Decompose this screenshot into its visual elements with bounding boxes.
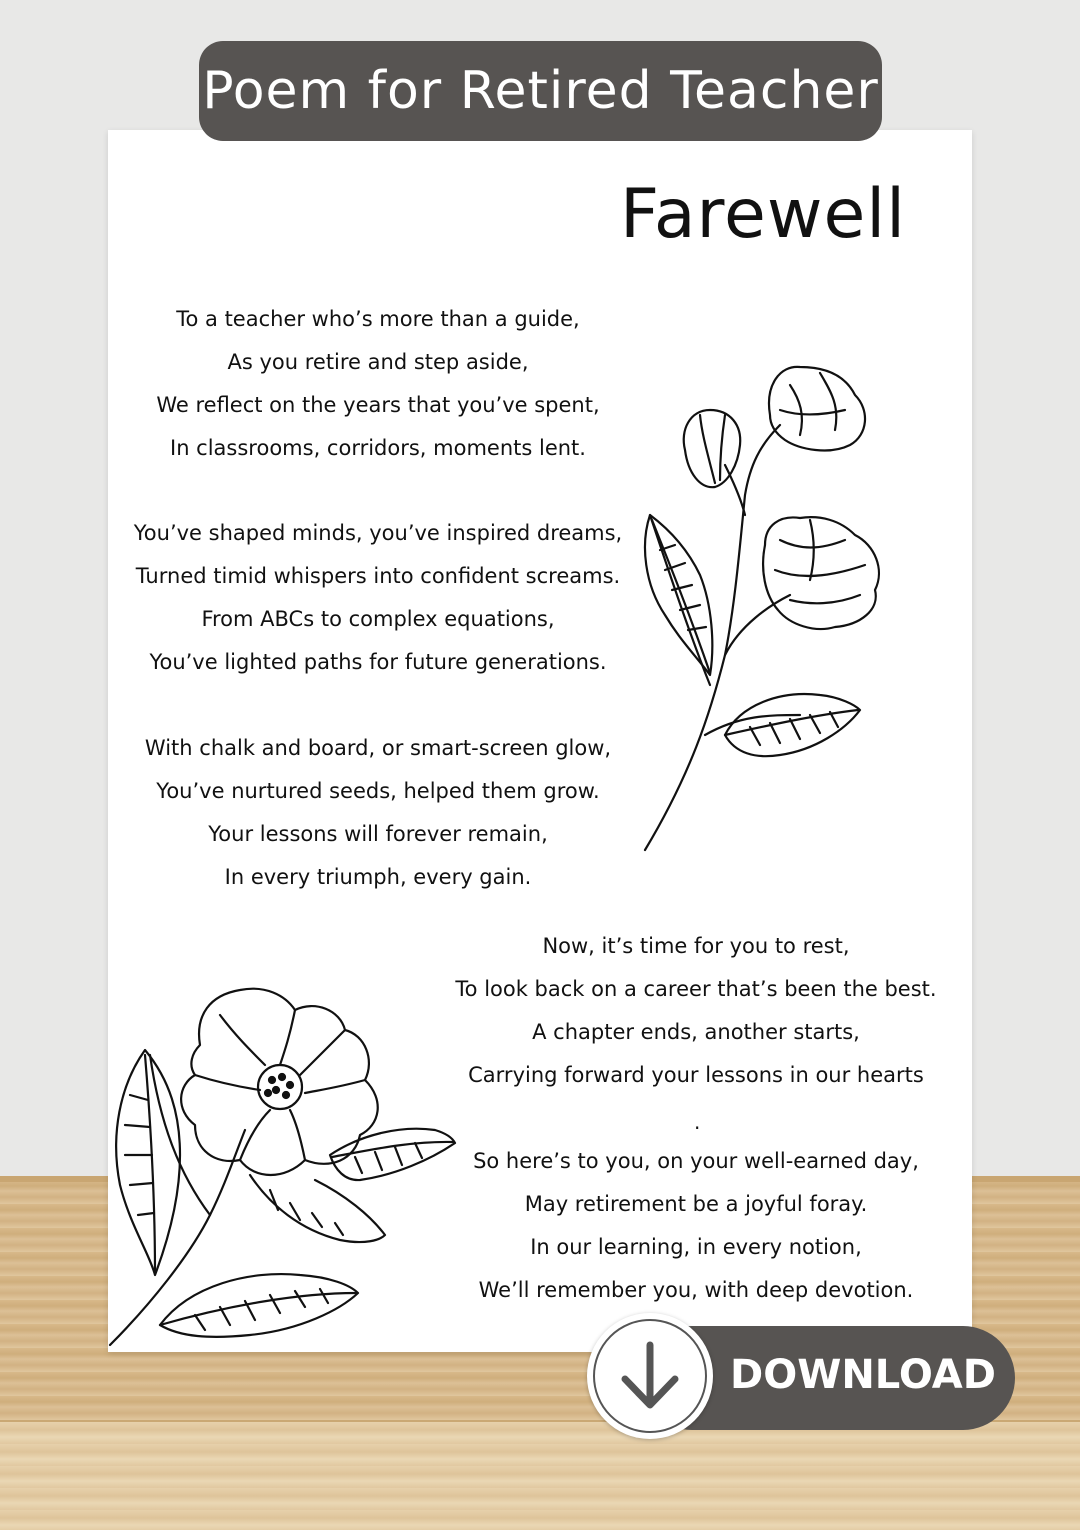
poem-title: Farewell <box>620 175 907 254</box>
stanza-separator: . <box>694 1110 701 1134</box>
poem-line: With chalk and board, or smart-screen glow, <box>144 736 612 760</box>
stanza-2 <box>108 512 648 684</box>
poem-line: You’ve shaped minds, you’ve inspired dreams, <box>133 521 623 545</box>
arrow-down-icon <box>615 1339 685 1413</box>
floral-illustration-top <box>630 355 900 855</box>
header-banner <box>199 41 882 141</box>
poem-line: To look back on a career that’s been the best. <box>455 977 937 1001</box>
poem-line: Now, it’s time for you to rest, <box>542 934 850 958</box>
download-icon-button[interactable] <box>587 1313 713 1439</box>
poem-line: In classrooms, corridors, moments lent. <box>170 436 586 460</box>
download-label[interactable]: DOWNLOAD <box>730 1352 996 1398</box>
poem-line: As you retire and step aside, <box>227 350 529 374</box>
poem-line: May retirement be a joyful foray. <box>524 1192 868 1216</box>
poem-line: So here’s to you, on your well-earned day, <box>473 1149 919 1173</box>
poem-line: You’ve nurtured seeds, helped them grow. <box>156 779 600 803</box>
stanza-3 <box>108 727 648 899</box>
poem-line: We’ll remember you, with deep devotion. <box>478 1278 914 1302</box>
poem-line: In our learning, in every notion, <box>530 1235 862 1259</box>
floral-illustration-bottom <box>100 975 460 1355</box>
stanza-4 <box>426 925 966 1097</box>
poem-line: From ABCs to complex equations, <box>201 607 555 631</box>
poem-line: Turned timid whispers into confident screams. <box>135 564 621 588</box>
poem-line: Your lessons will forever remain, <box>208 822 548 846</box>
poem-line: You’ve lighted paths for future generations. <box>149 650 607 674</box>
poem-line: Carrying forward your lessons in our hearts <box>468 1063 924 1087</box>
poem-line: To a teacher who’s more than a guide, <box>176 307 580 331</box>
header-title: Poem for Retired Teacher <box>202 61 879 121</box>
stanza-5 <box>426 1140 966 1312</box>
poem-line: We reflect on the years that you’ve spent, <box>156 393 600 417</box>
poem-line: In every triumph, every gain. <box>224 865 532 889</box>
shelf-front <box>0 1420 1080 1530</box>
stanza-1 <box>108 298 648 470</box>
poem-line: A chapter ends, another starts, <box>532 1020 860 1044</box>
